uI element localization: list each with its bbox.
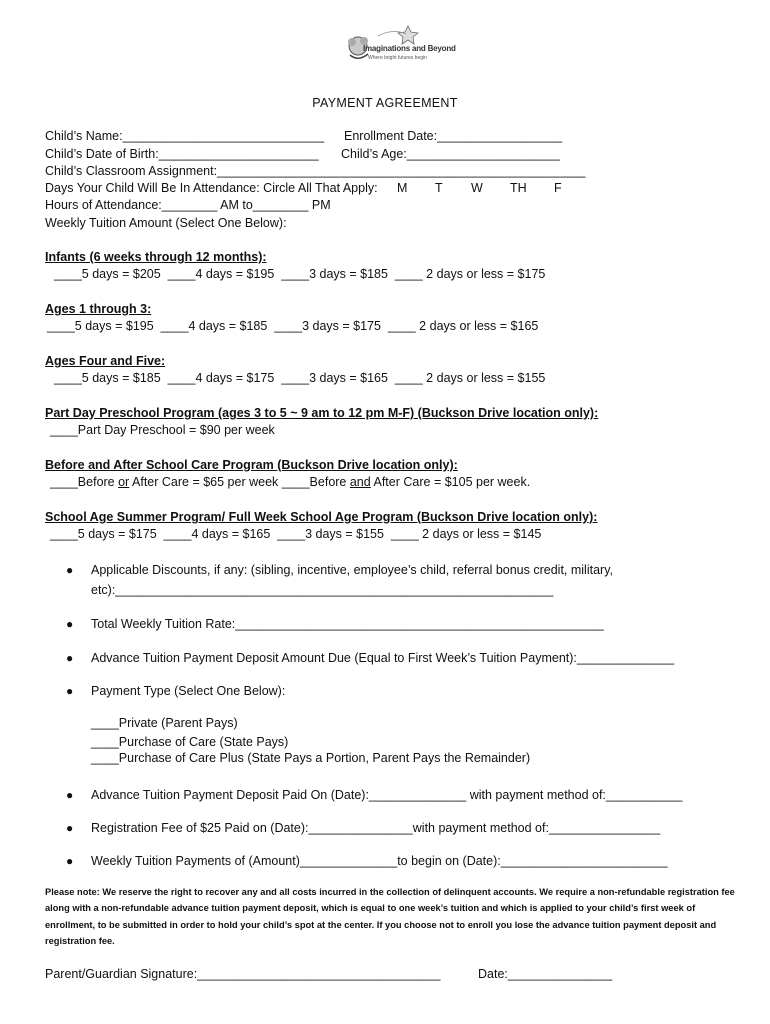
bullet-weekly-payments: ● bbox=[66, 854, 74, 868]
child-age-field[interactable]: Child’s Age:______________________ bbox=[341, 147, 560, 161]
please-note: Please note: We reserve the right to recover any and all costs incurred in the collection of delinquent accounts. We require a non-refundable registration fee along with a non-refundable advance tuition payment deposit, which is equal to one week’s tuition and which is applied to your child’s first week of enrollment, to be submitted in order to hold your child’s spot at the center. If you choose not to enroll you lose the advance tuition payment deposit and registration fee. bbox=[45, 887, 735, 947]
bullet-registration: ● bbox=[66, 821, 74, 835]
bullet-advance-paid: ● bbox=[66, 788, 74, 802]
day-option-w[interactable]: W bbox=[471, 181, 483, 195]
summer-rates[interactable]: ____5 days = $175 ____4 days = $165 ____3 days = $155 ____ 2 days or less = $145 bbox=[50, 527, 542, 541]
advance-due-field[interactable]: Advance Tuition Payment Deposit Amount Due (Equal to First Week’s Tuition Payment):______________ bbox=[91, 651, 675, 665]
bullet-advance-due: ● bbox=[66, 651, 74, 665]
before-after-text-3: After Care = $105 per week. bbox=[370, 475, 531, 489]
discounts-line-1: Applicable Discounts, if any: (sibling, incentive, employee’s child, referral bonus credit, military, bbox=[91, 563, 613, 577]
payment-option-purchase[interactable]: ____Purchase of Care (State Pays) bbox=[91, 735, 289, 749]
registration-field[interactable]: Registration Fee of $25 Paid on (Date):_______________with payment method of:________________ bbox=[91, 821, 661, 835]
ages-1-3-rates[interactable]: ____5 days = $195 ____4 days = $185 ____3 days = $175 ____ 2 days or less = $165 bbox=[47, 319, 539, 333]
bullet-discounts: ● bbox=[66, 563, 74, 577]
child-name-field[interactable]: Child’s Name:_____________________________ bbox=[45, 129, 325, 143]
bullet-total: ● bbox=[66, 617, 74, 631]
or-word: or bbox=[118, 475, 130, 489]
ages-1-3-heading: Ages 1 through 3: bbox=[45, 302, 152, 316]
day-option-t[interactable]: T bbox=[435, 181, 443, 195]
parent-signature-field[interactable]: Parent/Guardian Signature:___________________________________ bbox=[45, 967, 441, 981]
and-word: and bbox=[349, 475, 371, 489]
weekly-payments-field[interactable]: Weekly Tuition Payments of (Amount)______________to begin on (Date):________________________ bbox=[91, 854, 668, 868]
payment-option-plus[interactable]: ____Purchase of Care Plus (State Pays a Portion, Parent Pays the Remainder) bbox=[91, 751, 531, 765]
enrollment-date-field[interactable]: Enrollment Date:__________________ bbox=[344, 129, 563, 143]
before-after-heading: Before and After School Care Program (Buckson Drive location only): bbox=[45, 458, 458, 472]
infants-heading: Infants (6 weeks through 12 months): bbox=[45, 250, 267, 264]
infants-rates[interactable]: ____5 days = $205 ____4 days = $195 ____3 days = $185 ____ 2 days or less = $175 bbox=[54, 267, 546, 281]
payment-type-heading: Payment Type (Select One Below): bbox=[91, 684, 286, 698]
before-after-rates[interactable] bbox=[50, 474, 530, 490]
day-option-f[interactable]: F bbox=[554, 181, 562, 195]
total-rate-field[interactable]: Total Weekly Tuition Rate:_____________________________________________________ bbox=[91, 617, 604, 631]
classroom-field[interactable]: Child’s Classroom Assignment:_____________________________________________________ bbox=[45, 164, 586, 178]
ages-4-5-rates[interactable]: ____5 days = $185 ____4 days = $175 ____3 days = $165 ____ 2 days or less = $155 bbox=[54, 371, 546, 385]
hours-field[interactable]: Hours of Attendance:________ AM to________ PM bbox=[45, 198, 331, 212]
part-day-heading: Part Day Preschool Program (ages 3 to 5 ~ 9 am to 12 pm M-F) (Buckson Drive location only): bbox=[45, 406, 599, 420]
logo-wordmark: Imaginations and Beyond bbox=[363, 44, 456, 53]
logo-tagline: Where bright futures begin bbox=[368, 55, 427, 61]
part-day-rate[interactable]: ____Part Day Preschool = $90 per week bbox=[50, 423, 275, 437]
before-after-text-2: After Care = $65 per week ____Before bbox=[129, 475, 350, 489]
day-option-m[interactable]: M bbox=[397, 181, 408, 195]
ages-4-5-heading: Ages Four and Five: bbox=[45, 354, 166, 368]
before-after-text-1: ____Before bbox=[50, 475, 119, 489]
page-title: PAYMENT AGREEMENT bbox=[312, 96, 458, 110]
attendance-days-label: Days Your Child Will Be In Attendance: Circle All That Apply: bbox=[45, 181, 378, 195]
weekly-tuition-heading: Weekly Tuition Amount (Select One Below): bbox=[45, 216, 287, 230]
child-dob-field[interactable]: Child’s Date of Birth:_______________________ bbox=[45, 147, 319, 161]
bullet-payment-type: ● bbox=[66, 684, 74, 698]
payment-option-private[interactable]: ____Private (Parent Pays) bbox=[91, 716, 238, 730]
summer-heading: School Age Summer Program/ Full Week School Age Program (Buckson Drive location only): bbox=[45, 510, 598, 524]
day-option-th[interactable]: TH bbox=[510, 181, 527, 195]
discounts-field[interactable]: etc):_______________________________________________________________ bbox=[91, 583, 554, 597]
signature-date-field[interactable]: Date:_______________ bbox=[478, 967, 613, 981]
advance-paid-field[interactable]: Advance Tuition Payment Deposit Paid On (Date):______________ with payment method of:___________ bbox=[91, 788, 683, 802]
